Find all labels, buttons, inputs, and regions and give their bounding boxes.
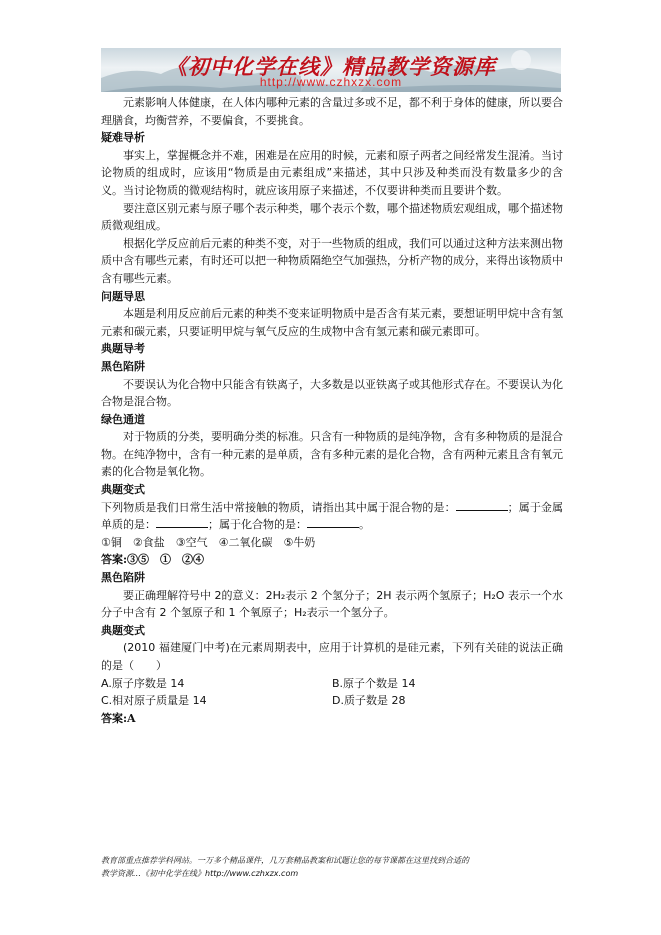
page-footer bbox=[101, 854, 563, 880]
option-d: D.质子数是 28 bbox=[332, 694, 406, 708]
answer-line: 答案:A bbox=[101, 711, 136, 725]
question-1 bbox=[101, 499, 563, 534]
question-2: (2010 福建厦门中考)在元素周期表中，应用于计算机的是硅元素，下列有关硅的说法正确的是（ ） bbox=[101, 641, 563, 672]
section-title: 典题导考 bbox=[101, 342, 145, 356]
answer-blank bbox=[156, 516, 208, 528]
question-text: 。 bbox=[359, 518, 370, 532]
paragraph: 对于物质的分类，要明确分类的标准。只含有一种物质的是纯净物，含有多种物质的是混合物。在纯净物中，含有一种元素的是单质，含有多种元素的是化合物，含有两种元素且含有氧元素的化合物是氧化物。 bbox=[101, 430, 563, 479]
section-title: 疑难导析 bbox=[101, 131, 145, 145]
footer-line: 教学资源…《初中化学在线》http://www.czhxzx.com bbox=[101, 869, 299, 878]
question-text: ；属于化合物的是： bbox=[208, 518, 307, 532]
paragraph: 不要误认为化合物中只能含有铁离子，大多数是以亚铁离子或其他形式存在。不要误认为化合物是混合物。 bbox=[101, 377, 563, 409]
section-title: 典题变式 bbox=[101, 483, 145, 497]
paragraph: 要注意区别元素与原子哪个表示种类，哪个表示个数，哪个描述物质宏观组成，哪个描述物质微观组成。 bbox=[101, 201, 563, 233]
section-title: 典题变式 bbox=[101, 623, 145, 637]
paragraph: 根据化学反应前后元素的种类不变，对于一些物质的组成，我们可以通过这种方法来测出物质中含有哪些元素，有时还可以把一种物质隔绝空气加强热，分析产物的成分，来得出该物质中含有哪些元素。 bbox=[101, 236, 563, 285]
intro-paragraph: 元素影响人体健康，在人体内哪种元素的含量过多或不足，都不利于身体的健康，所以要合理膳食，均衡营养，不要偏食，不要挑食。 bbox=[101, 96, 563, 127]
question-text: ；属于金属单质的是： bbox=[101, 500, 564, 532]
footer-line: 教育部重点推荐学科网站。一万多个精品课件，几万套精品教案和试题让您的每节课都在这里找到合适的 bbox=[101, 856, 469, 865]
header-banner bbox=[101, 48, 561, 92]
banner-url[interactable]: http://www.czhxzx.com bbox=[259, 75, 403, 89]
section-title: 黑色陷阱 bbox=[101, 571, 145, 585]
option-b: B.原子个数是 14 bbox=[332, 676, 416, 690]
answer-blank bbox=[307, 516, 359, 528]
option-c: C.相对原子质量是 14 bbox=[101, 694, 207, 708]
answer-blank bbox=[456, 499, 508, 511]
section-title: 问题导思 bbox=[101, 289, 145, 303]
banner-title: 《初中化学在线》精品教学资源库 bbox=[166, 54, 496, 79]
paragraph: 要正确理解符号中 2的意义：2H₂表示 2 个氢分子；2H 表示两个氢原子；H₂O 表示一个水分子中含有 2 个氢原子和 1 个氧原子；H₂表示一个氢分子。 bbox=[101, 588, 563, 620]
document-body bbox=[101, 94, 563, 727]
question-text: 下列物质是我们日常生活中常接触的物质，请指出其中属于混合物的是： bbox=[101, 500, 456, 514]
options-row bbox=[101, 675, 563, 693]
paragraph: 事实上，掌握概念并不难，困难是在应用的时候，元素和原子两者之间经常发生混淆。当讨论物质的组成时，应该用“物质是由元素组成”来描述，其中只涉及种类而没有数量多少的含义。当讨论物质的微观结构时，就应该用原子来描述，不仅要讲种类而且要讲个数。 bbox=[101, 148, 563, 197]
subsection-title: 黑色陷阱 bbox=[101, 359, 145, 373]
question-options: ①铜 ②食盐 ③空气 ④二氧化碳 ⑤牛奶 bbox=[101, 535, 316, 549]
options-row bbox=[101, 692, 563, 710]
answer-line: 答案:③⑤ ① ②④ bbox=[101, 553, 205, 567]
paragraph: 本题是利用反应前后元素的种类不变来证明物质中是否含有某元素，要想证明甲烷中含有氢元素和碳元素，只要证明甲烷与氧气反应的生成物中含有氢元素和碳元素即可。 bbox=[101, 307, 563, 338]
subsection-title: 绿色通道 bbox=[101, 412, 145, 426]
option-a: A.原子序数是 14 bbox=[101, 676, 185, 690]
